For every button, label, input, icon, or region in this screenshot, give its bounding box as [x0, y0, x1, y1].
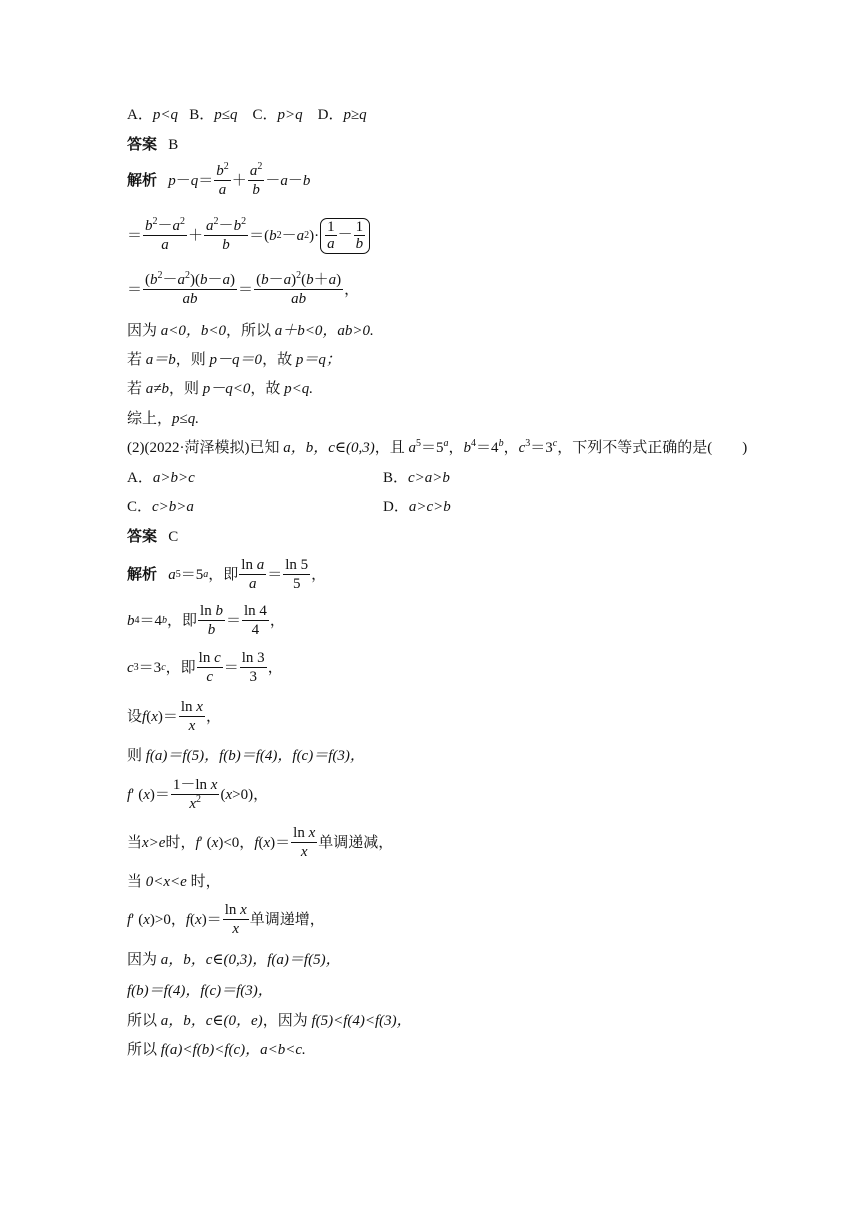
q2-options-row1 [127, 468, 547, 488]
q1-option-c: C．p>q [252, 107, 303, 123]
q2-because: 因为 a，b，c∈(0,3)，f(a)＝f(5)， [127, 952, 341, 968]
q2-eq-b: b 4 ＝4 b ，即 ln b b ＝ ln 4 4 ， [127, 602, 285, 638]
answer-value: C [168, 529, 179, 545]
q2-decreasing: 当 x>e 时， f ′ ( x )<0， f ( x )＝ ln x x 单调递减， [127, 824, 394, 860]
q1-analysis-eq1: 解析 p － q ＝ $b^2$ a ＋ $a^2$ b － a － b [127, 160, 311, 198]
answer-label: 答案 [127, 137, 158, 153]
answer-value: B [168, 137, 179, 153]
q1-case-equal: 若 a＝b，则 p－q＝0，故 p＝q； [127, 352, 341, 368]
q1-analysis-eq2: ＝ $b^2-a^2$ a ＋ $a^2-b^2$ b ＝( b 2 － a 2 )· $\frac{1}{a}$ － $\frac{1}{b}$ [127, 218, 371, 254]
answer-label: 答案 [127, 529, 158, 545]
q2-define-f: 设 f ( x )＝ ln x x ， [127, 698, 221, 734]
q1-options-row [127, 105, 367, 125]
q2-derivative: f ′ ( x )＝ 1－ln x $x^2$ ( x >0)， [127, 776, 269, 812]
q1-summary: 综上，p≤q. [127, 411, 199, 427]
q2-options-row2 [127, 497, 547, 517]
analysis-label: 解析 [127, 567, 158, 583]
q2-eq-a: 解析 a 5 ＝5 a ，即 ln a a ＝ ln 5 5 ， [127, 556, 327, 592]
q2-when-small: 当 0<x<e 时， [127, 874, 221, 890]
q2-increasing: f ′ ( x )>0， f ( x )＝ ln x x 单调递增， [127, 901, 325, 937]
q1-reason: 因为 a<0，b<0，所以 a＋b<0，ab>0. [127, 323, 374, 339]
q2-f-values: 则 f(a)＝f(5)，f(b)＝f(4)，f(c)＝f(3)， [127, 748, 365, 764]
q2-option-c: C．c>b>a [127, 499, 194, 515]
q2-option-a: A．a>b>c [127, 470, 195, 486]
analysis-label: 解析 [127, 173, 158, 189]
q2-option-d: D．a>c>b [383, 499, 451, 515]
q2-option-b: B．c>a>b [383, 470, 450, 486]
q1-analysis-eq3: ＝ $(b^2-a^2)(b-a)$ ab ＝ $(b-a)^2(b+a)$ ab ， [127, 269, 360, 307]
q1-answer [127, 135, 178, 155]
q1-case-unequal: 若 a≠b，则 p－q<0，故 p<q. [127, 381, 314, 397]
q2-eq-c: c 3 ＝3 c ，即 ln c c ＝ ln 3 3 ， [127, 649, 283, 685]
q2-stem: (2)(2022·菏泽模拟)已知 a，b，c∈(0,3)，且 $a^5=5^a$，$b^4=4^b$，$c^3=3^c$，下列不等式正确的是( ) [127, 438, 748, 456]
q2-answer [127, 527, 178, 547]
q2-conclusion: 所以 f(a)<f(b)<f(c)，a<b<c. [127, 1042, 306, 1058]
q1-option-a: A．p<q [127, 107, 178, 123]
q1-option-b: B．p≤q [189, 107, 238, 123]
q1-option-d: D．p≥q [317, 107, 367, 123]
q2-so-range: 所以 a，b，c∈(0，e)，因为 f(5)<f(4)<f(3)， [127, 1013, 412, 1029]
q2-because-cont: f(b)＝f(4)，f(c)＝f(3)， [127, 983, 273, 999]
